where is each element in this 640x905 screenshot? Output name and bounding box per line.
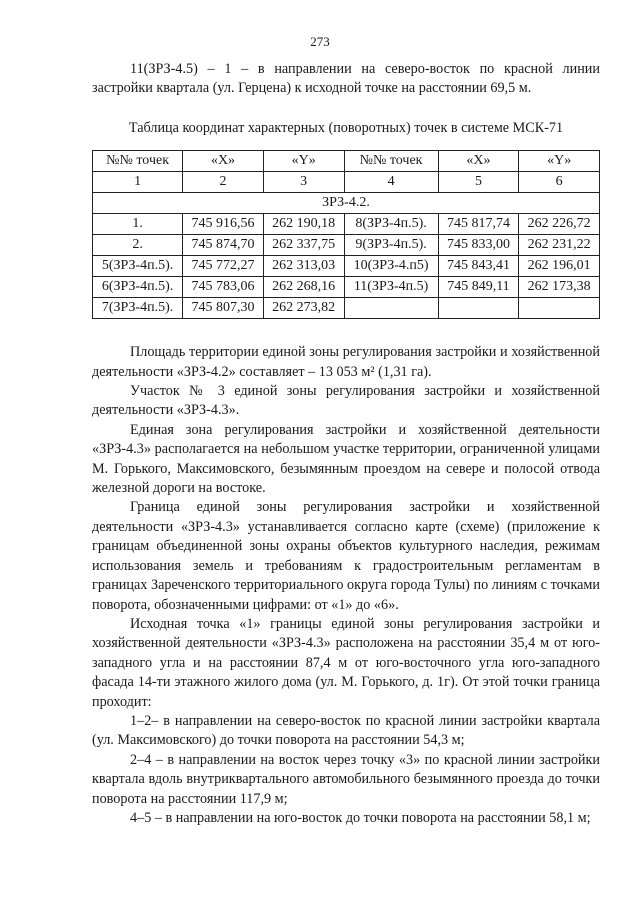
table-row (93, 214, 600, 235)
paragraph-start-point: Исходная точка «1» границы единой зоны регулирования застройки и хозяйственной деятельности «ЗРЗ-4.3» расположена на расстоянии 35,4 м от юго-западного угла и на расстоянии 87,4 м от юго-восточного угла юго-западного фасада 14-ти этажного жилого дома (ул. М. Горького, д. 1г). От этой точки граница проходит: (92, 615, 600, 710)
column-number: 6 (519, 172, 600, 193)
table-cell: 10(ЗРЗ-4.п5) (344, 256, 438, 277)
table-cell: 745 807,30 (183, 298, 264, 319)
table-cell (344, 298, 438, 319)
table-cell: 8(ЗРЗ-4п.5). (344, 214, 438, 235)
table-cell (519, 298, 600, 319)
header-point-number: №№ точек (344, 151, 438, 172)
table-cell: 262 273,82 (263, 298, 344, 319)
table-row (93, 277, 600, 298)
table-cell: 262 196,01 (519, 256, 600, 277)
table-cell: 745 833,00 (438, 235, 519, 256)
table-cell: 6(ЗРЗ-4п.5). (93, 277, 183, 298)
column-number-row (93, 172, 600, 193)
table-cell: 9(ЗРЗ-4п.5). (344, 235, 438, 256)
table-cell: 745 783,06 (183, 277, 264, 298)
table-row (93, 235, 600, 256)
table-cell: 745 916,56 (183, 214, 264, 235)
table-cell: 5(ЗРЗ-4п.5). (93, 256, 183, 277)
column-number: 4 (344, 172, 438, 193)
paragraph-segment-1-2: 1–2– в направлении на северо-восток по красной линии застройки квартала (ул. Максимовского) до точки поворота на расстоянии 54,3 м; (92, 712, 600, 749)
table-header-row (93, 151, 600, 172)
table-cell (438, 298, 519, 319)
intro-paragraph: 11(ЗРЗ-4.5) – 1 – в направлении на северо-восток по красной линии застройки квартала (ул. Герцена) к исходной точке на расстоянии 69,5 м. (92, 61, 600, 97)
table-cell: 262 226,72 (519, 214, 600, 235)
table-row (93, 298, 600, 319)
table-title: Таблица координат характерных (поворотных) точек в системе МСК-71 (128, 119, 564, 136)
table-cell: 745 849,11 (438, 277, 519, 298)
header-point-number: №№ точек (93, 151, 183, 172)
header-y: «Y» (519, 151, 600, 172)
table-cell: 1. (93, 214, 183, 235)
table-cell: 262 231,22 (519, 235, 600, 256)
document-body (92, 60, 600, 828)
paragraph-segment-2-4: 2–4 – в направлении на восток через точку «3» по красной линии застройки квартала вдоль внутриквартального автомобильного безымянного проезда до точки поворота на расстоянии 117,9 м; (92, 751, 600, 807)
table-cell: 745 817,74 (438, 214, 519, 235)
section-row (93, 193, 600, 214)
table-row (93, 256, 600, 277)
column-number: 3 (263, 172, 344, 193)
paragraph-plot-heading: Участок № 3 единой зоны регулирования застройки и хозяйственной деятельности «ЗРЗ-4.3». (92, 383, 600, 419)
table-cell: 745 874,70 (183, 235, 264, 256)
paragraph-zone-boundary: Граница единой зоны регулирования застройки и хозяйственной деятельности «ЗРЗ-4.3» устанавливается согласно карте (схеме) (приложение к границам объединенной зоны охраны объектов культурного наследия, режимам использования земель и требованиям к градостроительным регламентам в границах Зареченского территориального округа города Тулы) по линиям с точками поворота, обозначенными цифрами: от «1» до «6». (92, 499, 600, 613)
table-cell: 2. (93, 235, 183, 256)
paragraph-zone-location: Единая зона регулирования застройки и хозяйственной деятельности «ЗРЗ-4.3» располагается на небольшом участке территории, ограниченной улицами М. Горького, Максимовского, безымянным проездом на севере и полосой отвода железной дороги на востоке. (92, 421, 600, 497)
table-cell: 745 772,27 (183, 256, 264, 277)
page-number: 273 (310, 34, 330, 49)
coordinates-table (92, 150, 600, 319)
table-cell: 262 337,75 (263, 235, 344, 256)
table-cell: 11(ЗРЗ-4п.5) (344, 277, 438, 298)
table-cell: 262 190,18 (263, 214, 344, 235)
column-number: 2 (183, 172, 264, 193)
table-cell: 262 173,38 (519, 277, 600, 298)
table-cell: 745 843,41 (438, 256, 519, 277)
paragraph-area: Площадь территории единой зоны регулирования застройки и хозяйственной деятельности «ЗРЗ-4.2» составляет – 13 053 м² (1,31 га). (92, 344, 600, 380)
table-cell: 262 313,03 (263, 256, 344, 277)
header-y: «Y» (263, 151, 344, 172)
header-x: «X» (183, 151, 264, 172)
table-cell: 262 268,16 (263, 277, 344, 298)
table-cell: 7(ЗРЗ-4п.5). (93, 298, 183, 319)
column-number: 1 (93, 172, 183, 193)
column-number: 5 (438, 172, 519, 193)
section-label: ЗРЗ-4.2. (93, 193, 600, 214)
paragraph-segment-4-5: 4–5 – в направлении на юго-восток до точки поворота на расстоянии 58,1 м; (130, 809, 591, 826)
header-x: «X» (438, 151, 519, 172)
